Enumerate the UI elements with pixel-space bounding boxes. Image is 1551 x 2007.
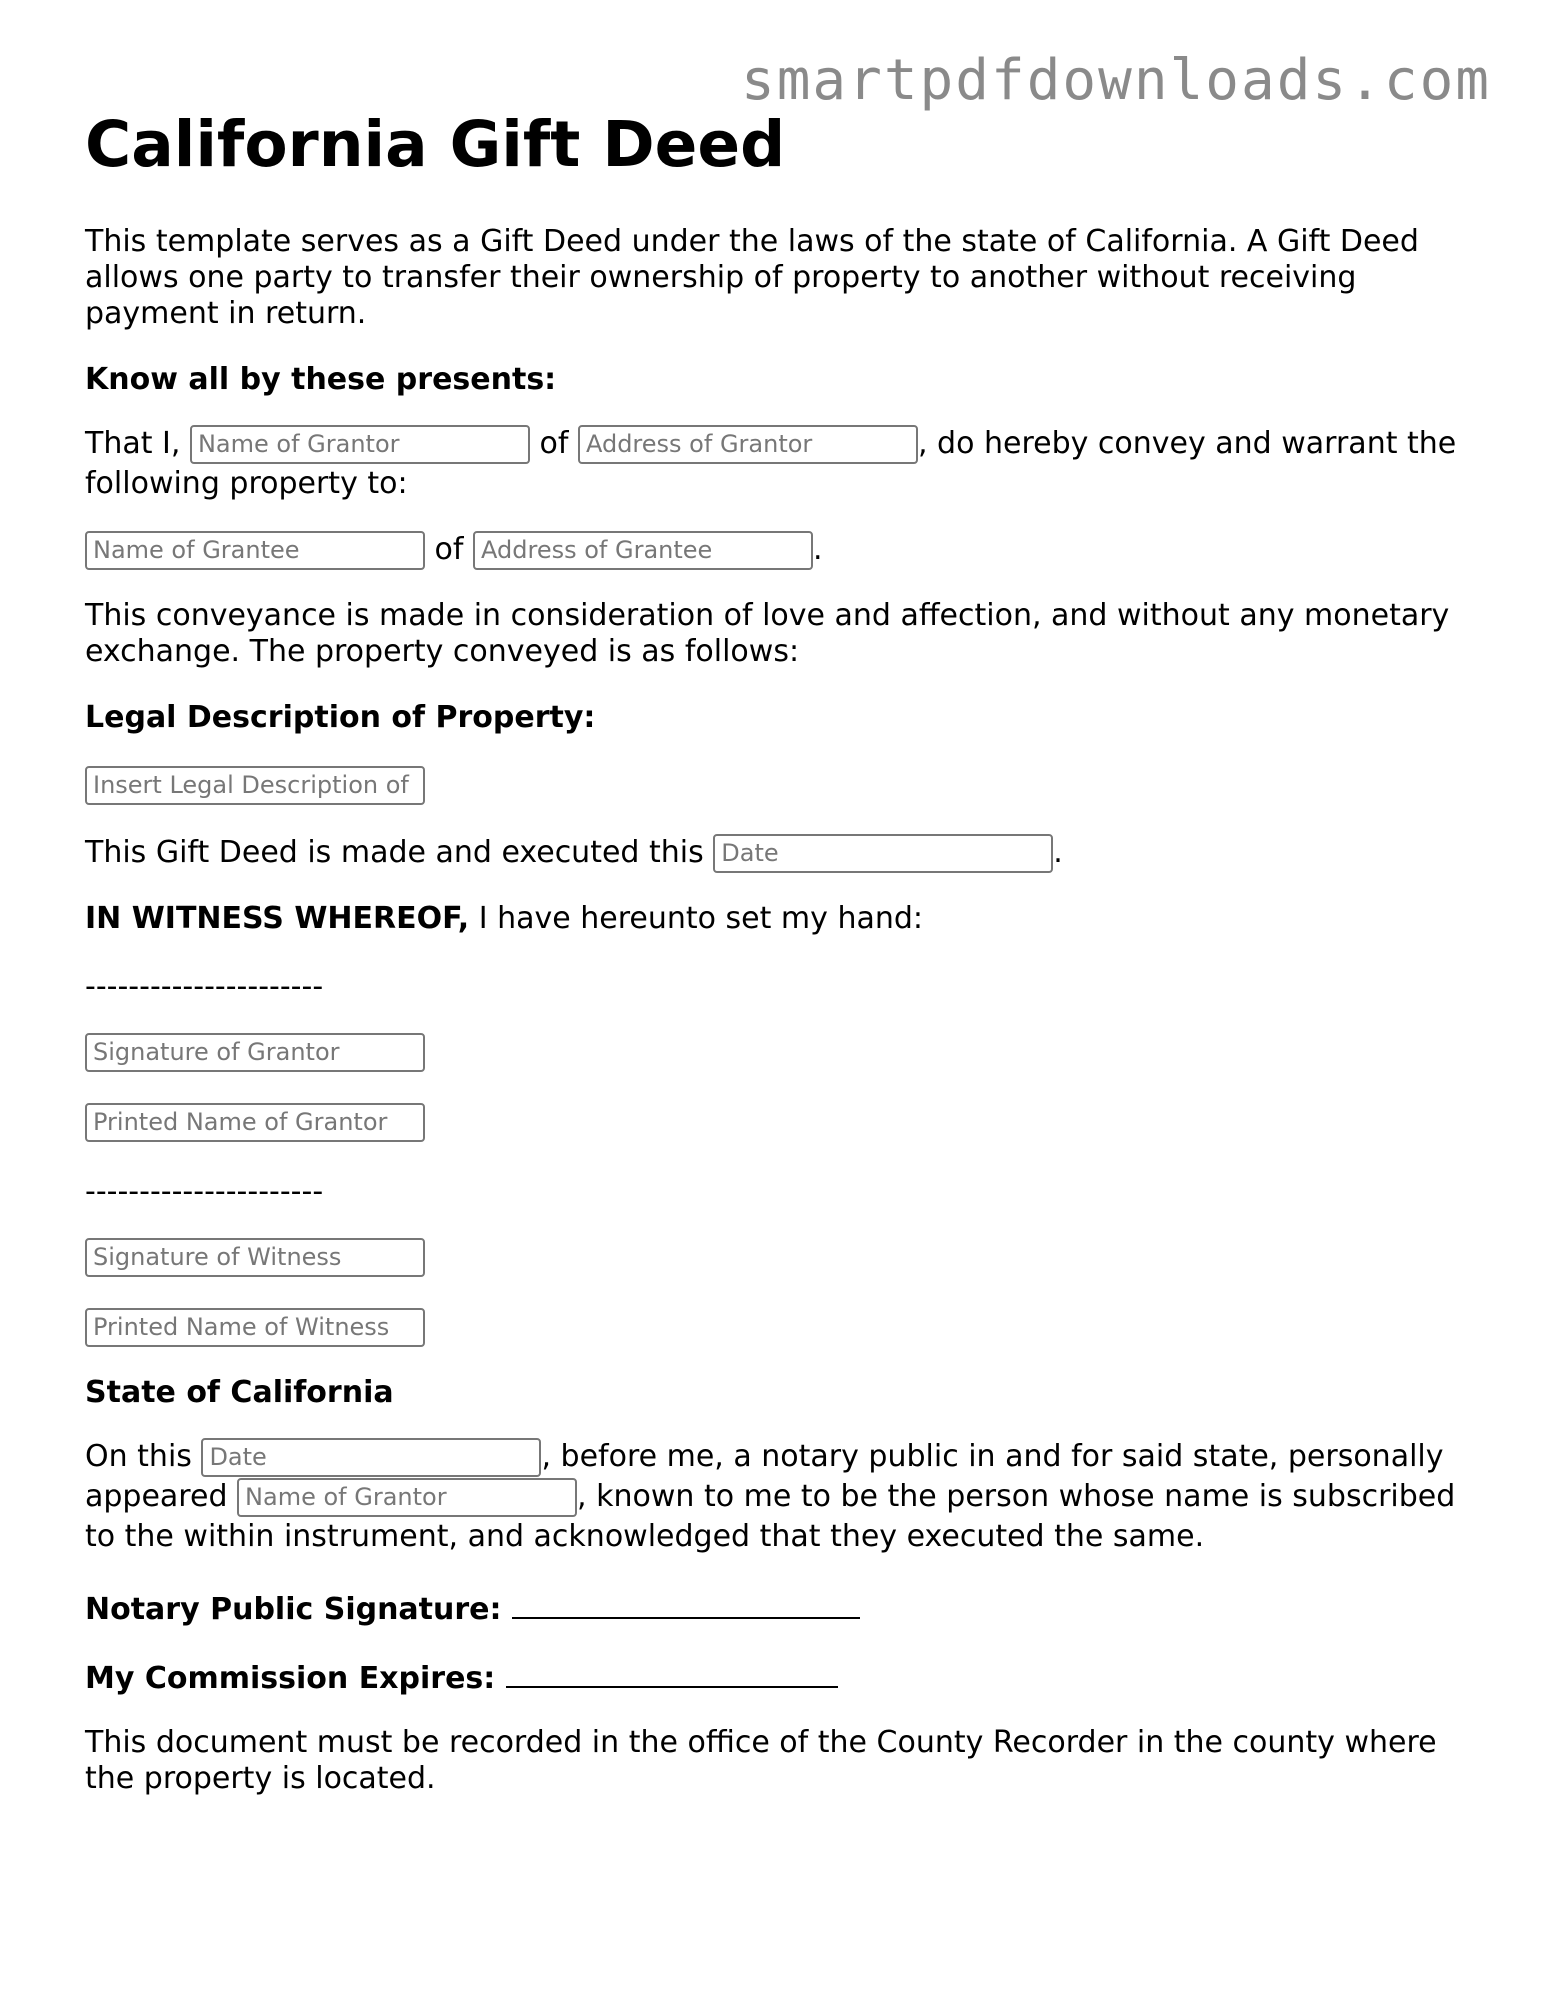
grantor-name-field[interactable]: Name of Grantor — [190, 425, 530, 464]
notary-grantor-name-field[interactable]: Name of Grantor — [237, 1478, 577, 1517]
grantor-printed-name-field[interactable]: Printed Name of Grantor — [85, 1103, 425, 1142]
notary-signature-label: Notary Public Signature: — [85, 1592, 502, 1627]
commission-line — [85, 1656, 1485, 1697]
grantor-address-field[interactable]: Address of Grantor — [578, 425, 918, 464]
notary-date-field[interactable]: Date — [201, 1438, 541, 1477]
witness-printed-name-field[interactable]: Printed Name of Witness — [85, 1308, 425, 1347]
grantee-clause — [85, 530, 1485, 570]
witness-clause-rest: I have hereunto set my hand: — [469, 901, 924, 936]
grantee-address-field[interactable]: Address of Grantee — [473, 531, 813, 570]
grantor-clause — [85, 424, 1485, 504]
witness-signature-block — [85, 1238, 1485, 1347]
legal-description-row — [85, 766, 1485, 805]
grantor-clause-prefix: That I, — [85, 426, 181, 461]
intro-paragraph: This template serves as a Gift Deed under the laws of the state of California. A Gift Deed allows one party to transfer their ownership of property to another without receiving payment in return. — [85, 224, 1419, 331]
grantor-clause-of: of — [539, 426, 569, 461]
page-title: California Gift Deed — [85, 108, 786, 181]
grantor-separator: ---------------------- — [85, 969, 324, 1004]
recording-note: This document must be recorded in the office of the County Recorder in the county where the property is located. — [85, 1725, 1437, 1796]
legal-description-heading: Legal Description of Property: — [85, 700, 596, 735]
grantee-clause-suffix: . — [813, 532, 823, 567]
know-all-heading: Know all by these presents: — [85, 362, 557, 397]
witness-separator: ---------------------- — [85, 1174, 324, 1209]
state-heading: State of California — [85, 1375, 394, 1410]
grantor-signature-field[interactable]: Signature of Grantor — [85, 1033, 425, 1072]
consideration-paragraph: This conveyance is made in consideration of love and affection, and without any monetary exchange. The property conveyed is as follows: — [85, 598, 1450, 669]
notary-clause — [85, 1437, 1485, 1557]
commission-label: My Commission Expires: — [85, 1661, 496, 1696]
executed-suffix: . — [1053, 835, 1063, 870]
notary-clause-middle: , before me, a notary public in and for said state, personally appeared — [85, 1439, 1444, 1514]
grantor-signature-block — [85, 1033, 1485, 1142]
witness-clause — [85, 901, 1485, 937]
watermark: smartpdfdownloads.com — [740, 48, 1491, 113]
executed-clause — [85, 833, 1485, 873]
grantee-clause-of: of — [434, 532, 464, 567]
commission-expiry-blank[interactable] — [506, 1656, 838, 1688]
grantee-name-field[interactable]: Name of Grantee — [85, 531, 425, 570]
document-page — [85, 100, 1485, 1797]
legal-description-field[interactable]: Insert Legal Description of — [85, 766, 425, 805]
executed-prefix: This Gift Deed is made and executed this — [85, 835, 704, 870]
witness-signature-field[interactable]: Signature of Witness — [85, 1238, 425, 1277]
notary-clause-prefix: On this — [85, 1439, 192, 1474]
grantor-clause-suffix: , do hereby convey and warrant the following property to: — [85, 426, 1457, 501]
executed-date-field[interactable]: Date — [713, 834, 1053, 873]
notary-signature-blank[interactable] — [512, 1587, 860, 1619]
witness-clause-bold: IN WITNESS WHEREOF, — [85, 901, 470, 936]
notary-signature-line — [85, 1587, 1485, 1628]
notary-clause-suffix: , known to me to be the person whose name is subscribed to the within instrument, and acknowledged that they executed the same. — [85, 1479, 1456, 1554]
